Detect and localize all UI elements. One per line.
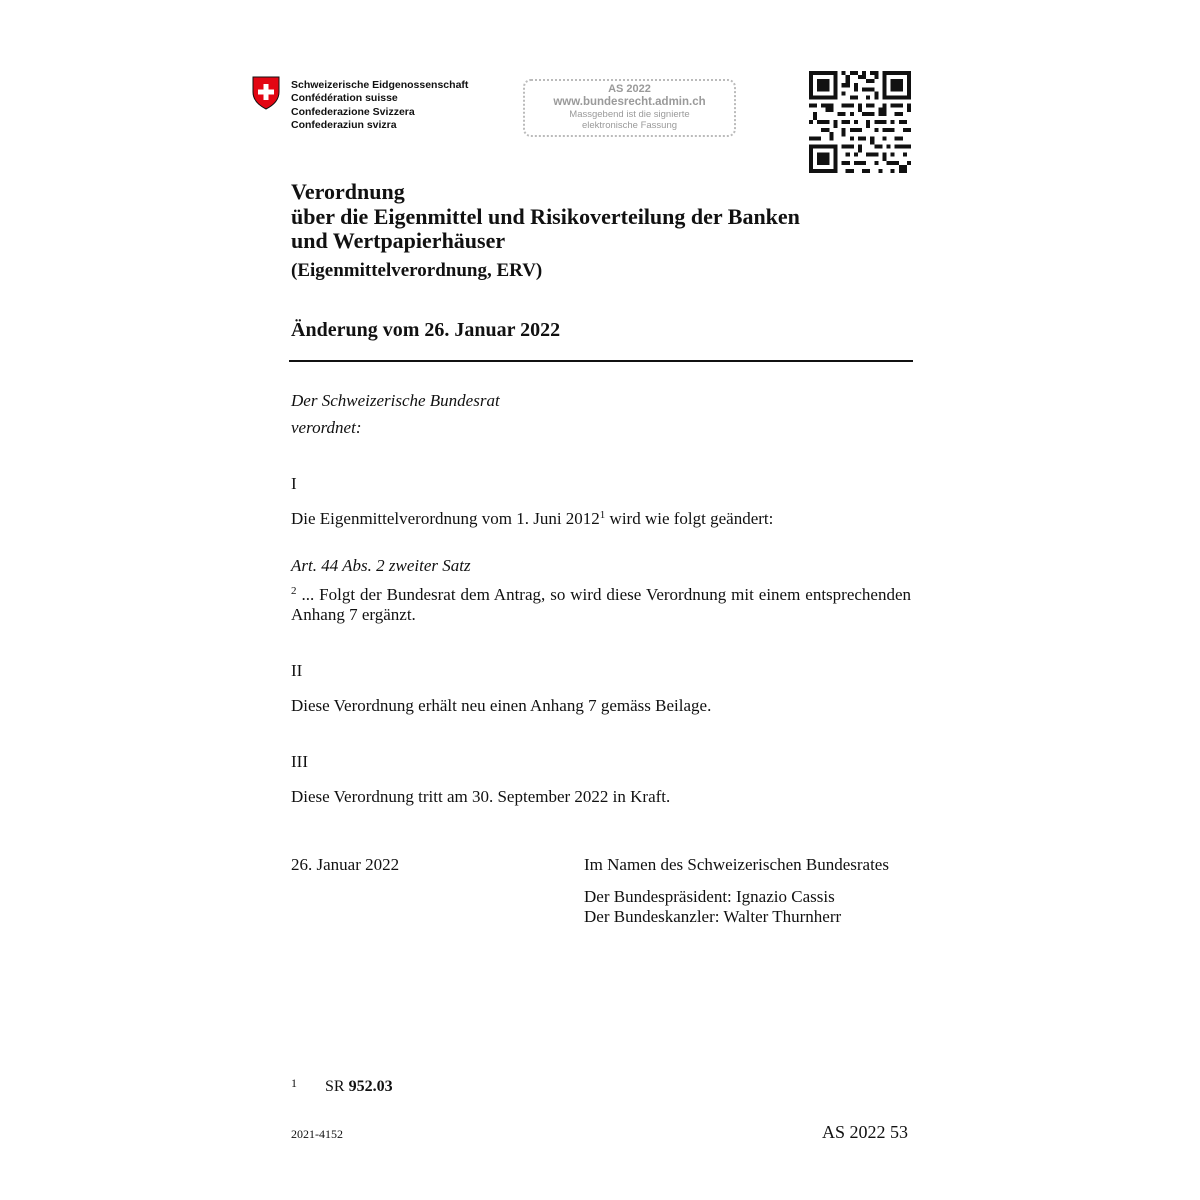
title-line: und Wertpapierhäuser: [291, 228, 506, 253]
signatory-chancellor: Der Bundeskanzler: Walter Thurnherr: [584, 907, 842, 926]
document-number: 2021-4152: [291, 1127, 343, 1141]
section-number-3: III: [291, 752, 308, 771]
paragraph-text: ... Folgt der Bundesrat dem Antrag, so wird diese Verordnung mit einem entsprechenden Anhang 7 ergänzt.: [291, 585, 911, 624]
section-3-text: Diese Verordnung tritt am 30. September 2022 in Kraft.: [291, 787, 671, 806]
stamp-note-line1: Massgebend ist die signierte: [569, 109, 690, 120]
preamble-issuer: Der Schweizerische Bundesrat: [291, 391, 500, 410]
confederation-name-de: Schweizerische Eidgenossenschaft: [291, 79, 469, 91]
stamp-as-number: AS 2022: [608, 83, 651, 95]
signing-date: 26. Januar 2022: [291, 855, 400, 874]
confederation-names: [291, 79, 468, 132]
footnote-prefix: SR: [325, 1078, 349, 1095]
title-divider: [289, 360, 913, 362]
document-title: [291, 180, 800, 254]
confederation-name-it: Confederazione Svizzera: [291, 105, 415, 118]
article-paragraph: [291, 585, 911, 625]
as-reference: AS 2022 53: [822, 1122, 909, 1142]
official-publication-stamp: [523, 79, 736, 137]
confederation-name-rm: Confederaziun svizra: [291, 118, 397, 131]
footnote-sr-number: 952.03: [348, 1078, 393, 1095]
section-2-text: Diese Verordnung erhält neu einen Anhang 7 gemäss Beilage.: [291, 696, 712, 715]
paragraph-number: 2: [291, 585, 297, 597]
stamp-website: www.bundesrecht.admin.ch: [553, 96, 706, 108]
article-heading: Art. 44 Abs. 2 zweiter Satz: [291, 556, 471, 575]
title-line: über die Eigenmittel und Risikoverteilung der Banken: [291, 203, 800, 229]
confederation-name-fr: Confédération suisse: [291, 92, 398, 105]
amendment-date-heading: Änderung vom 26. Januar 2022: [291, 319, 561, 341]
qr-code-icon: [809, 71, 911, 173]
footnote-text: [325, 1078, 393, 1096]
section-1-text: [291, 509, 773, 529]
section-number-1: I: [291, 474, 297, 493]
signature-heading: Im Namen des Schweizerischen Bundesrates: [584, 855, 889, 874]
footnote-reference[interactable]: 1: [599, 509, 606, 521]
stamp-note-line2: elektronische Fassung: [581, 120, 678, 131]
title-line: Verordnung: [291, 179, 405, 204]
footnote-number: 1: [291, 1076, 297, 1090]
signatory-president: Der Bundespräsident: Ignazio Cassis: [584, 887, 835, 906]
section-1-text-start: Die Eigenmittelverordnung vom 1. Juni 2012: [291, 509, 600, 528]
swiss-coat-of-arms-icon: [252, 76, 280, 110]
section-1-text-end: wird wie folgt geändert:: [605, 509, 774, 528]
section-number-2: II: [291, 661, 303, 680]
short-title: (Eigenmittelverordnung, ERV): [291, 260, 543, 281]
preamble-verb: verordnet:: [291, 418, 362, 437]
